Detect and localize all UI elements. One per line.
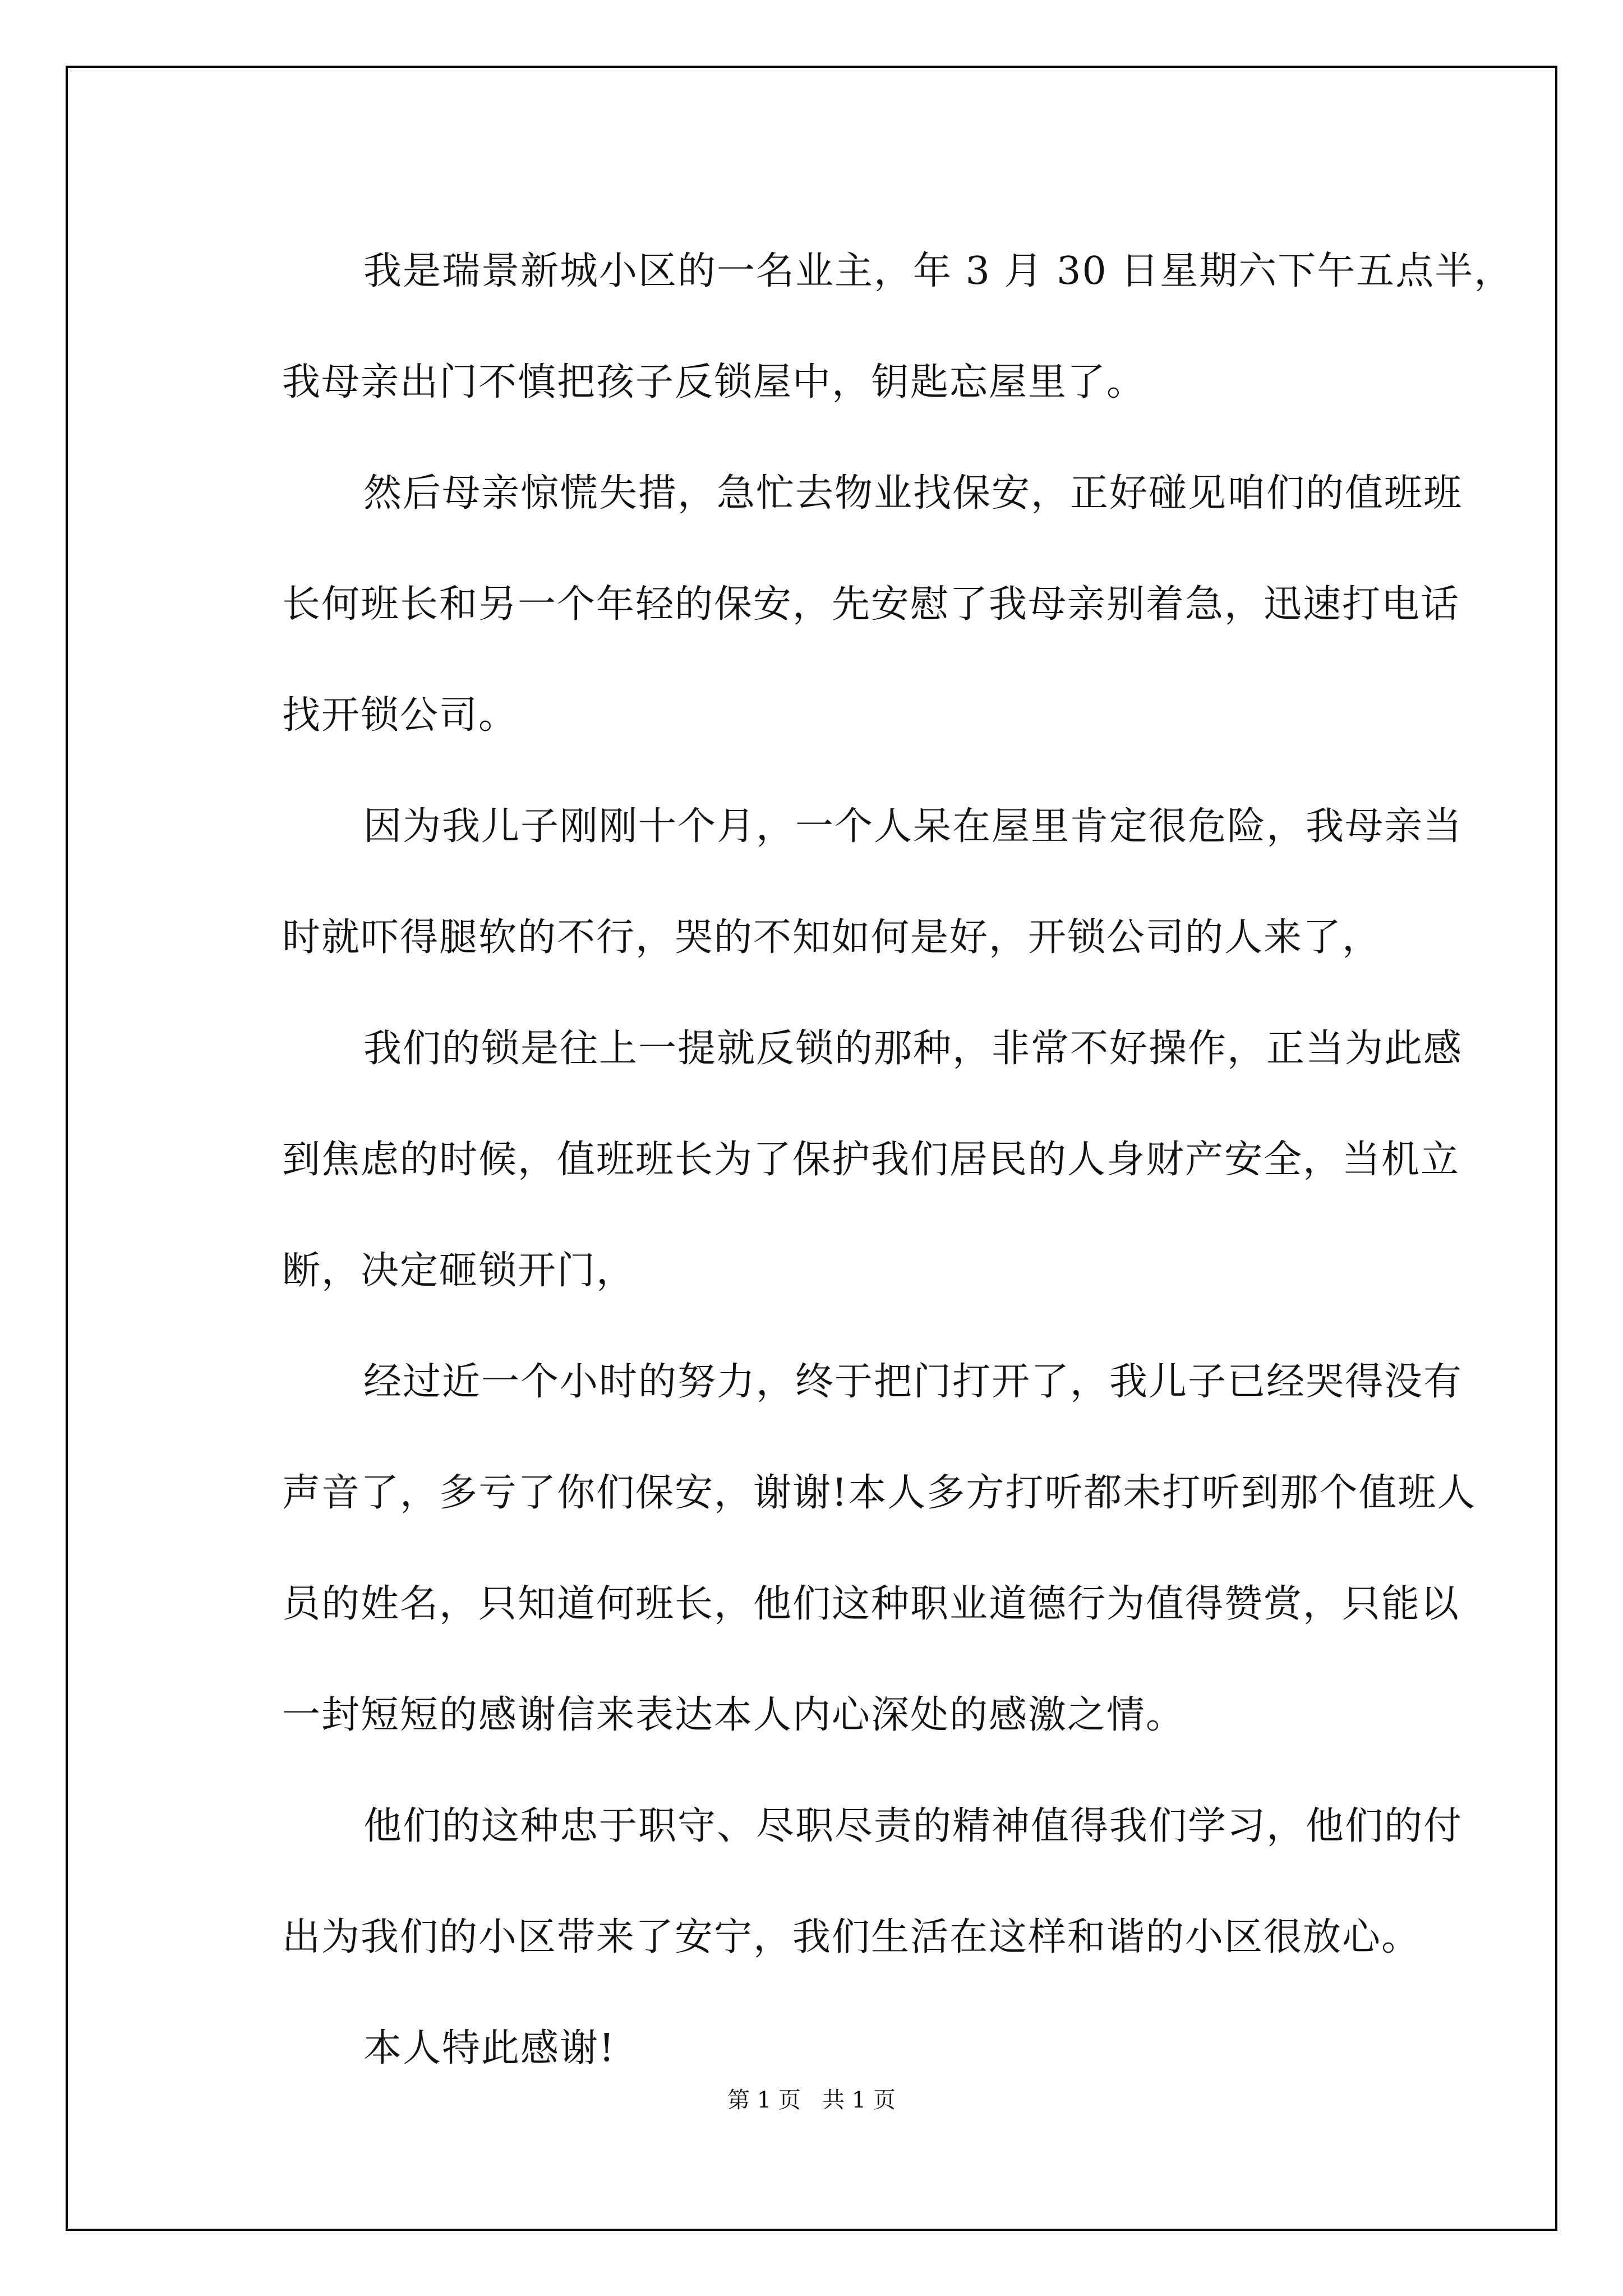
paragraph-line: 我是瑞景新城小区的一名业主，年 3 月 30 日星期六下午五点半， [363, 249, 1514, 293]
paragraph-4 [201, 993, 1463, 1327]
paragraph-line: 到焦虑的时候，值班班长为了保护我们居民的人身财产安全，当机立 [282, 1138, 1460, 1182]
paragraph-line: 我们的锁是往上一提就反锁的那种，非常不好操作，正当为此感 [363, 1027, 1463, 1071]
paragraph-line: 员的姓名，只知道何班长，他们这种职业道德行为值得赞赏，只能以 [282, 1582, 1460, 1626]
paragraph-line: 经过近一个小时的努力，终于把门打开了，我儿子已经哭得没有 [363, 1360, 1463, 1404]
paragraph-line: 长何班长和另一个年轻的保安，先安慰了我母亲别着急，迅速打电话 [282, 582, 1460, 627]
paragraph-line: 声音了，多亏了你们保安，谢谢!本人多方打听都未打听到那个值班人 [282, 1471, 1477, 1515]
paragraph-line: 时就吓得腿软的不行，哭的不知如何是好，开锁公司的人来了， [282, 915, 1382, 960]
page-footer [0, 2082, 1623, 2114]
paragraph-line: 因为我儿子刚刚十个月，一个人呆在屋里肯定很危险，我母亲当 [363, 804, 1463, 849]
paragraph-line: 然后母亲惊慌失措，急忙去物业找保安，正好碰见咱们的值班班 [363, 471, 1463, 516]
paragraph-line: 一封短短的感谢信来表达本人内心深处的感激之情。 [282, 1693, 1186, 1737]
paragraph-line: 他们的这种忠于职守、尽职尽责的精神值得我们学习，他们的付 [363, 1804, 1463, 1848]
page-number-label: 第 1 页 共 1 页 [727, 2087, 896, 2113]
paragraph-line: 出为我们的小区带来了安宁，我们生活在这样和谐的小区很放心。 [282, 1915, 1421, 1959]
paragraph-3 [201, 771, 1463, 993]
paragraph-1 [201, 216, 1514, 438]
paragraph-line: 断，决定砸锁开门， [282, 1249, 636, 1293]
paragraph-line: 找开锁公司。 [282, 693, 518, 738]
paragraph-line: 我母亲出门不慎把孩子反锁屋中，钥匙忘屋里了。 [282, 360, 1146, 404]
letter-body [201, 216, 1514, 2104]
paragraph-5 [201, 1327, 1477, 1771]
paragraph-6 [201, 1771, 1463, 1993]
paragraph-2 [201, 438, 1463, 771]
paragraph-line: 本人特此感谢! [363, 2026, 616, 2070]
